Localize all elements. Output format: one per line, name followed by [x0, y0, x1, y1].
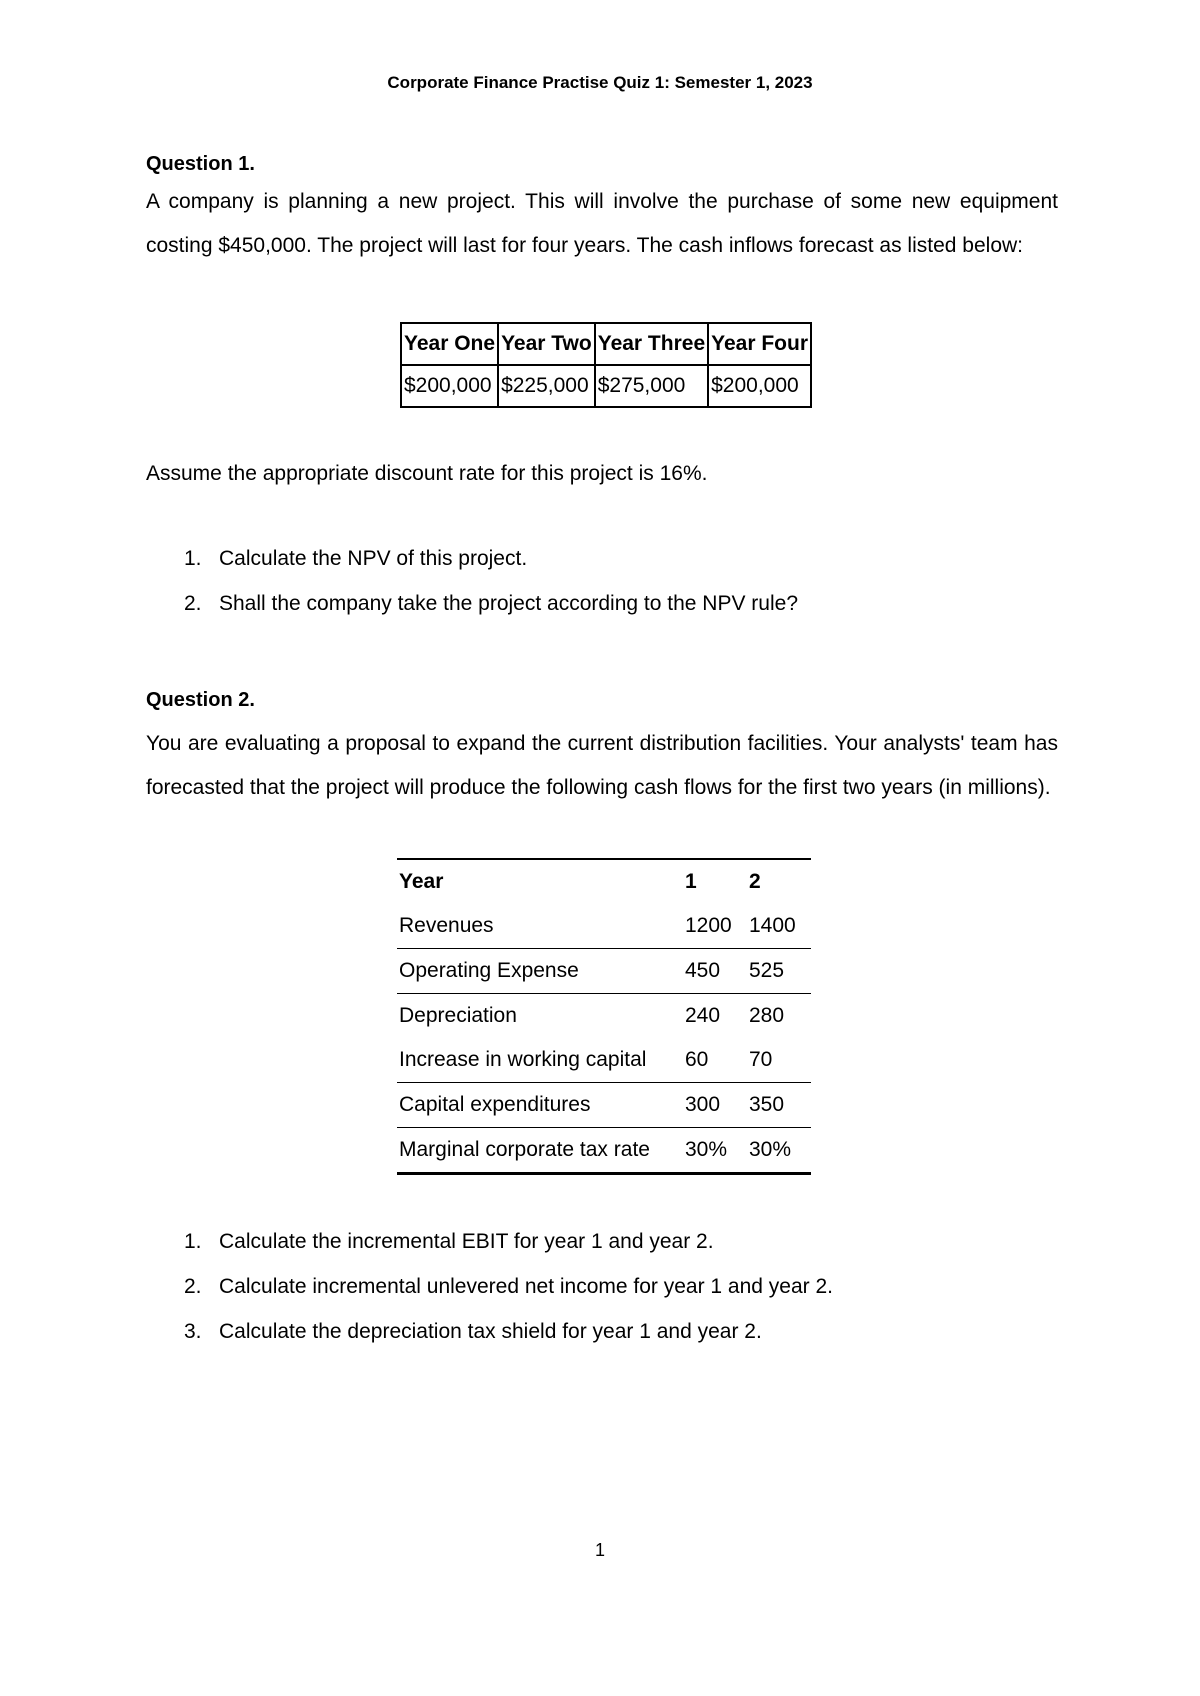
- list-number: 2.: [184, 1275, 202, 1298]
- list-item-text: Calculate the NPV of this project.: [219, 547, 528, 570]
- cash-flow-forecast-table: [397, 858, 811, 1175]
- list-item: [146, 581, 1058, 626]
- table-cell: 240: [683, 994, 747, 1039]
- table-header-cell: 2: [749, 870, 761, 893]
- table-cell: Capital expenditures: [397, 1083, 683, 1128]
- table-cell: 1400: [749, 914, 796, 937]
- list-number: 2.: [184, 592, 202, 615]
- table-header-cell: Year Three: [595, 323, 708, 365]
- list-item: [146, 536, 1058, 581]
- table-cell: 300: [683, 1083, 747, 1128]
- table-row: [397, 904, 811, 949]
- table-cell: 30%: [747, 1128, 811, 1174]
- list-item: [146, 1219, 1058, 1264]
- table-cell: 70: [749, 1048, 773, 1071]
- discount-rate-text: Assume the appropriate discount rate for this project is 16%.: [146, 462, 708, 485]
- table-cell: $200,000: [708, 365, 811, 407]
- list-number: 3.: [184, 1320, 202, 1343]
- table-cell: Increase in working capital: [399, 1048, 647, 1071]
- list-item-text: Calculate the depreciation tax shield for year 1 and year 2.: [219, 1320, 762, 1343]
- table-row: [397, 1128, 811, 1174]
- table-cell: Depreciation: [397, 994, 683, 1039]
- question-2-title: Question 2.: [146, 689, 255, 711]
- table-cell: $225,000: [498, 365, 595, 407]
- question-1-intro: A company is planning a new project. This will involve the purchase of some new equipment costing $450,000. The project will last for four years. The cash inflows forecast as listed below:: [146, 190, 1058, 257]
- table-header-cell: Year Four: [708, 323, 811, 365]
- list-item-text: Shall the company take the project according to the NPV rule?: [219, 592, 798, 615]
- page-header: Corporate Finance Practise Quiz 1: Semester 1, 2023: [387, 73, 813, 92]
- question-1-tasks: [146, 536, 1058, 626]
- table-cell: 280: [747, 994, 811, 1039]
- document-body: [146, 148, 1058, 1354]
- table-header-cell: Year One: [401, 323, 498, 365]
- cash-inflows-header-row: [401, 323, 811, 365]
- list-number: 1.: [184, 1230, 202, 1253]
- question-1-title: Question 1.: [146, 153, 255, 175]
- list-number: 1.: [184, 547, 202, 570]
- table-header-cell: Year: [399, 870, 444, 893]
- table-header-cell: Year Two: [498, 323, 595, 365]
- table-cell: Operating Expense: [397, 949, 683, 994]
- table-cell: 525: [747, 949, 811, 994]
- cash-inflows-value-row: [401, 365, 811, 407]
- question-2-tasks: [146, 1219, 1058, 1354]
- list-item-text: Calculate the incremental EBIT for year 1 and year 2.: [219, 1230, 714, 1253]
- table-header-row: [397, 859, 811, 904]
- list-item-text: Calculate incremental unlevered net income for year 1 and year 2.: [219, 1275, 834, 1298]
- table-cell: $200,000: [401, 365, 498, 407]
- table-cell: 30%: [683, 1128, 747, 1174]
- table-cell: 450: [683, 949, 747, 994]
- list-item: [146, 1309, 1058, 1354]
- table-row: [397, 1083, 811, 1128]
- table-row: [397, 949, 811, 994]
- table-cell: Revenues: [399, 914, 494, 937]
- question-2-intro: You are evaluating a proposal to expand the current distribution facilities. Your analysts' team has forecasted that the project will produce the following cash flows for the first two years (in millions).: [146, 732, 1058, 799]
- page-number: 1: [594, 1540, 605, 1560]
- table-cell: $275,000: [595, 365, 708, 407]
- table-cell: Marginal corporate tax rate: [397, 1128, 683, 1174]
- cash-inflows-table: [400, 322, 812, 408]
- table-cell: 1200: [685, 914, 732, 937]
- table-cell: 350: [747, 1083, 811, 1128]
- table-row: [397, 1038, 811, 1083]
- table-cell: 60: [685, 1048, 709, 1071]
- list-item: [146, 1264, 1058, 1309]
- table-row: [397, 994, 811, 1039]
- table-header-cell: 1: [685, 870, 697, 893]
